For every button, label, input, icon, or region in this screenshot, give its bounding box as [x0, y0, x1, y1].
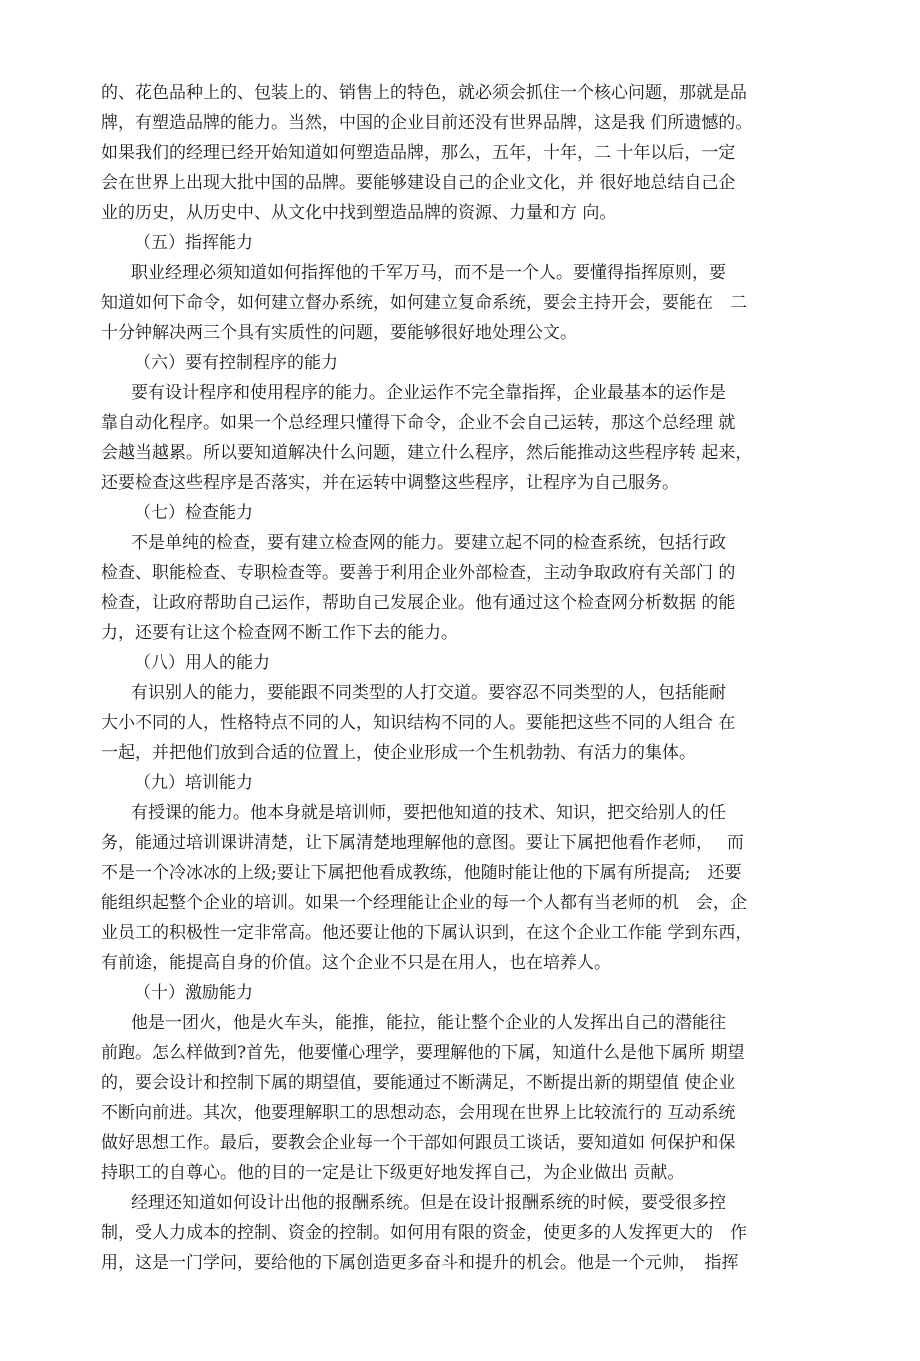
body-text-line: 前跑。怎么样做到?首先，他要懂心理学，要理解他的下属，知道什么是他下属所 期望: [101, 1043, 745, 1063]
paragraph-first-line: 他是一团火，他是火车头，能推，能拉，能让整个企业的人发挥出自己的潜能往: [131, 1013, 726, 1033]
section-heading: （七）检查能力: [134, 503, 253, 523]
body-text-line: 如果我们的经理已经开始知道如何塑造品牌，那么，五年，十年，二 十年以后，一定: [101, 143, 736, 163]
body-text-line: 十分钟解决两三个具有实质性的问题，要能够很好地处理公文。: [101, 323, 577, 343]
body-text-line: 务，能通过培训课讲清楚，让下属清楚地理解他的意图。要让下属把他看作老师， 而: [101, 833, 744, 853]
body-text-line: 业员工的积极性一定非常高。他还要让他的下属认识到，在这个企业工作能 学到东西，: [101, 923, 753, 943]
section-heading: （五）指挥能力: [134, 233, 253, 253]
body-text-line: 做好思想工作。最后，要教会企业每一个干部如何跟员工谈话，要知道如 何保护和保: [101, 1133, 736, 1153]
body-text-line: 制，受人力成本的控制、资金的控制。如何用有限的资金，使更多的人发挥更大的 作: [101, 1223, 747, 1243]
paragraph-first-line: 职业经理必须知道如何指挥他的千军万马，而不是一个人。要懂得指挥原则，要: [131, 263, 726, 283]
body-text-line: 的、花色品种上的、包装上的、销售上的特色，就必须会抓住一个核心问题，那就是品: [101, 83, 747, 103]
section-heading: （九）培训能力: [134, 773, 253, 793]
body-text-line: 牌，有塑造品牌的能力。当然，中国的企业目前还没有世界品牌，这是我 们所遗憾的。: [101, 113, 753, 133]
body-text-line: 一起，并把他们放到合适的位置上，使企业形成一个生机勃勃、有活力的集体。: [101, 743, 696, 763]
body-text-line: 用，这是一门学问，要给他的下属创造更多奋斗和提升的机会。他是一个元帅， 指挥: [101, 1253, 739, 1273]
paragraph-first-line: 有识别人的能力，要能跟不同类型的人打交道。要容忍不同类型的人，包括能耐: [131, 683, 726, 703]
paragraph-first-line: 不是单纯的检查，要有建立检查网的能力。要建立起不同的检查系统，包括行政: [131, 533, 726, 553]
body-text-line: 业的历史，从历史中、从文化中找到塑造品牌的资源、力量和方 向。: [101, 203, 617, 223]
body-text-line: 有前途，能提高自身的价值。这个企业不只是在用人，也在培养人。: [101, 953, 611, 973]
body-text-line: 知道如何下命令，如何建立督办系统，如何建立复命系统，要会主持开会，要能在 二: [101, 293, 747, 313]
body-text-line: 大小不同的人，性格特点不同的人，知识结构不同的人。要能把这些不同的人组合 在: [101, 713, 736, 733]
section-heading: （八）用人的能力: [134, 653, 270, 673]
body-text-line: 能组织起整个企业的培训。如果一个经理能让企业的每一个人都有当老师的机 会，企: [101, 893, 747, 913]
paragraph-first-line: 有授课的能力。他本身就是培训师，要把他知道的技术、知识，把交给别人的任: [131, 803, 726, 823]
body-text-line: 不断向前进。其次，他要理解职工的思想动态，会用现在世界上比较流行的 互动系统: [101, 1103, 736, 1123]
body-text-line: 会在世界上出现大批中国的品牌。要能够建设自己的企业文化，并 很好地总结自己企: [101, 173, 736, 193]
body-text-line: 持职工的自尊心。他的目的一定是让下级更好地发挥自己，为企业做出 贡献。: [101, 1163, 685, 1183]
section-heading: （十）激励能力: [134, 983, 253, 1003]
body-text-line: 的，要会设计和控制下属的期望值，要能通过不断满足，不断提出新的期望值 使企业: [101, 1073, 736, 1093]
body-text-line: 靠自动化程序。如果一个总经理只懂得下命令，企业不会自己运转，那这个总经理 就: [101, 413, 736, 433]
document-body: [101, 78, 823, 1278]
body-text-line: 会越当越累。所以要知道解决什么问题，建立什么程序，然后能推动这些程序转 起来，: [101, 443, 753, 463]
body-text-line: 检查、职能检查、专职检查等。要善于利用企业外部检查，主动争取政府有关部门 的: [101, 563, 736, 583]
body-text-line: 力，还要有让这个检查网不断工作下去的能力。: [101, 623, 458, 643]
paragraph-first-line: 要有设计程序和使用程序的能力。企业运作不完全靠指挥，企业最基本的运作是: [131, 383, 726, 403]
body-text-line: 检查，让政府帮助自己运作，帮助自己发展企业。他有通过这个检查网分析数据 的能: [101, 593, 736, 613]
body-text-line: 不是一个冷冰冰的上级;要让下属把他看成教练，他随时能让他的下属有所提高; 还要: [101, 863, 742, 883]
section-heading: （六）要有控制程序的能力: [134, 353, 338, 373]
body-text-line: 还要检查这些程序是否落实，并在运转中调整这些程序，让程序为自己服务。: [101, 473, 679, 493]
paragraph-first-line: 经理还知道如何设计出他的报酬系统。但是在设计报酬系统的时候，要受很多控: [131, 1193, 726, 1213]
